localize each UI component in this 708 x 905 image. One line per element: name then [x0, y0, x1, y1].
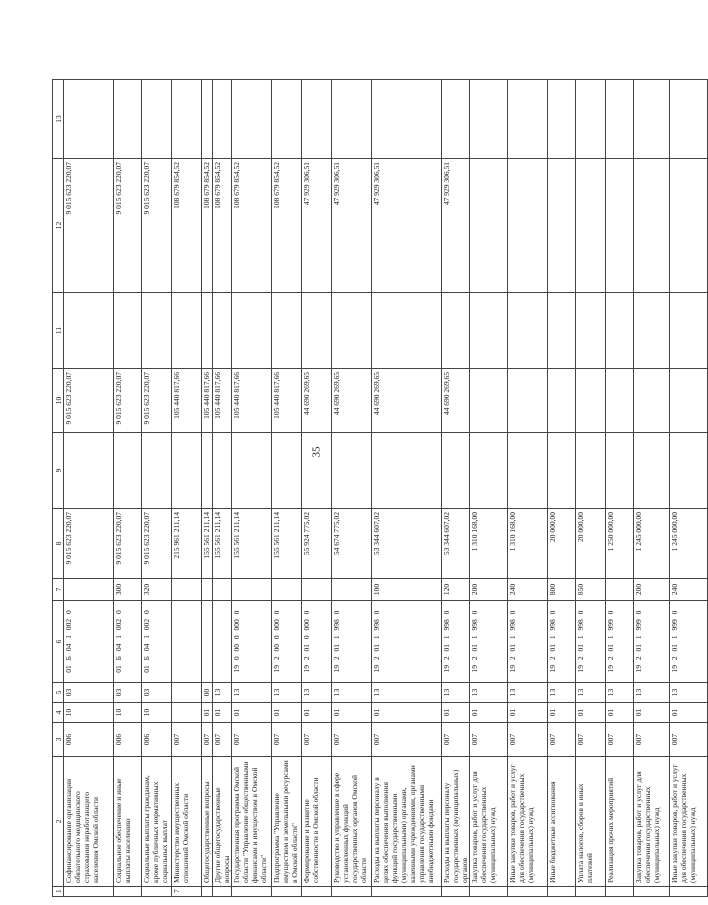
budget-table — [52, 79, 708, 897]
row-number-cell — [442, 887, 470, 897]
row-number-cell — [634, 887, 670, 897]
target-article-cell: 19 2 01 1 998 0 — [576, 601, 606, 683]
section-code-cell: 01 — [372, 703, 442, 723]
row-number-cell — [576, 887, 606, 897]
amount-cell — [232, 80, 272, 159]
amount-cell — [114, 433, 142, 509]
amount-cell — [576, 80, 606, 159]
admin-code-cell: 007 — [548, 723, 576, 757]
expense-kind-cell — [332, 579, 372, 601]
item-name-cell: Уплата налогов, сборов и иных платежей — [576, 757, 606, 887]
item-name-cell: Государственная программа Омской области "Управление общественными финансами и имуществом в Омской области" — [232, 757, 272, 887]
amount-cell: 47 929 306,51 — [302, 159, 332, 293]
admin-code-cell: 007 — [213, 723, 232, 757]
column-number: 4 — [53, 703, 64, 723]
amount-cell — [548, 369, 576, 433]
amount-cell — [272, 433, 302, 509]
table-row — [670, 80, 708, 897]
row-number-cell — [232, 887, 272, 897]
item-name-cell: Закупка товаров, работ и услуг для обеспечения государственных (муниципальных) нужд — [634, 757, 670, 887]
column-number: 9 — [53, 433, 64, 509]
row-number-cell — [548, 887, 576, 897]
amount-cell: 108 679 854,52 — [213, 159, 232, 293]
amount-cell — [576, 293, 606, 369]
column-number: 10 — [53, 369, 64, 433]
amount-cell: 9 015 623 220,07 — [114, 159, 142, 293]
amount-cell — [508, 80, 548, 159]
target-article-cell: 19 2 01 0 000 0 — [302, 601, 332, 683]
item-name-cell: Иные закупки товаров, работ и услуг для обеспечения государственных (муниципальных) нужд — [508, 757, 548, 887]
amount-cell: 105 440 817,66 — [202, 369, 213, 433]
target-article-cell: 19 2 01 1 999 0 — [670, 601, 708, 683]
amount-cell — [64, 293, 114, 369]
amount-cell: 105 440 817,66 — [272, 369, 302, 433]
item-name-cell: Руководство и управление в сфере установленных функций государственных органов Омской области — [332, 757, 372, 887]
amount-cell: 155 561 211,14 — [202, 509, 213, 579]
row-number-cell — [114, 887, 142, 897]
amount-cell: 1 310 168,00 — [470, 509, 508, 579]
amount-cell — [470, 159, 508, 293]
table-row — [172, 80, 202, 897]
amount-cell — [634, 293, 670, 369]
amount-cell: 105 440 817,66 — [172, 369, 202, 433]
subsection-code-cell: 13 — [670, 683, 708, 703]
amount-cell — [576, 159, 606, 293]
amount-cell — [64, 433, 114, 509]
amount-cell — [232, 433, 272, 509]
amount-cell: 55 924 775,02 — [302, 509, 332, 579]
item-name-cell: Формирование и развитие собственности в Омской области — [302, 757, 332, 887]
subsection-code-cell: 13 — [606, 683, 634, 703]
table-row — [232, 80, 272, 897]
table-row — [202, 80, 213, 897]
expense-kind-cell: 320 — [142, 579, 172, 601]
expense-kind-cell: 120 — [442, 579, 470, 601]
section-code-cell: 01 — [670, 703, 708, 723]
target-article-cell: 01 Б 04 1 002 0 — [142, 601, 172, 683]
target-article-cell: 19 0 00 0 000 0 — [232, 601, 272, 683]
amount-cell — [172, 293, 202, 369]
table-row — [508, 80, 548, 897]
amount-cell — [302, 293, 332, 369]
amount-cell: 215 961 211,14 — [172, 509, 202, 579]
subsection-code-cell: 13 — [548, 683, 576, 703]
amount-cell: 105 440 817,66 — [213, 369, 232, 433]
row-number-cell — [670, 887, 708, 897]
amount-cell — [576, 369, 606, 433]
admin-code-cell: 007 — [670, 723, 708, 757]
amount-cell: 20 000,00 — [576, 509, 606, 579]
admin-code-cell: 007 — [272, 723, 302, 757]
target-article-cell — [202, 601, 213, 683]
column-number: 7 — [53, 579, 64, 601]
section-code-cell: 01 — [232, 703, 272, 723]
admin-code-cell: 007 — [302, 723, 332, 757]
row-number-cell — [213, 887, 232, 897]
target-article-cell: 19 2 01 1 998 0 — [470, 601, 508, 683]
admin-code-cell: 007 — [606, 723, 634, 757]
table-row — [470, 80, 508, 897]
admin-code-cell: 007 — [172, 723, 202, 757]
amount-cell — [202, 293, 213, 369]
table-row — [114, 80, 142, 897]
admin-code-cell: 006 — [142, 723, 172, 757]
table-row — [442, 80, 470, 897]
amount-cell — [64, 80, 114, 159]
amount-cell — [372, 80, 442, 159]
expense-kind-cell: 200 — [470, 579, 508, 601]
admin-code-cell: 007 — [202, 723, 213, 757]
amount-cell: 155 561 211,14 — [213, 509, 232, 579]
target-article-cell — [213, 601, 232, 683]
expense-kind-cell — [232, 579, 272, 601]
amount-cell: 54 674 775,02 — [332, 509, 372, 579]
row-number-cell — [606, 887, 634, 897]
amount-cell — [670, 433, 708, 509]
amount-cell — [470, 80, 508, 159]
column-number: 8 — [53, 509, 64, 579]
amount-cell — [332, 80, 372, 159]
column-number: 12 — [53, 159, 64, 293]
expense-kind-cell: 850 — [576, 579, 606, 601]
amount-cell: 155 561 211,14 — [232, 509, 272, 579]
amount-cell — [172, 80, 202, 159]
row-number-cell — [302, 887, 332, 897]
amount-cell — [634, 369, 670, 433]
table-row — [332, 80, 372, 897]
admin-code-cell: 007 — [372, 723, 442, 757]
admin-code-cell: 007 — [470, 723, 508, 757]
amount-cell — [272, 293, 302, 369]
admin-code-cell: 007 — [634, 723, 670, 757]
expense-kind-cell — [172, 579, 202, 601]
admin-code-cell: 007 — [232, 723, 272, 757]
amount-cell — [372, 433, 442, 509]
subsection-code-cell: 13 — [213, 683, 232, 703]
amount-cell: 47 929 306,51 — [442, 159, 470, 293]
row-number-cell — [202, 887, 213, 897]
row-number-cell — [272, 887, 302, 897]
target-article-cell — [172, 601, 202, 683]
table-row — [576, 80, 606, 897]
table-row — [372, 80, 442, 897]
amount-cell: 155 561 211,14 — [272, 509, 302, 579]
subsection-code-cell: 03 — [64, 683, 114, 703]
amount-cell — [606, 369, 634, 433]
item-name-cell: Иные закупки товаров, работ и услуг для обеспечения государственных (муниципальных) нужд — [670, 757, 708, 887]
amount-cell — [213, 80, 232, 159]
section-code-cell: 01 — [634, 703, 670, 723]
table-row — [548, 80, 576, 897]
target-article-cell: 19 2 01 1 998 0 — [442, 601, 470, 683]
column-number: 1 — [53, 887, 64, 897]
amount-cell — [442, 433, 470, 509]
row-number-cell: 7 — [172, 887, 202, 897]
subsection-code-cell: 13 — [634, 683, 670, 703]
item-name-cell: Реализация прочих мероприятий — [606, 757, 634, 887]
section-code-cell: 01 — [213, 703, 232, 723]
row-number-cell — [508, 887, 548, 897]
amount-cell: 53 344 607,02 — [442, 509, 470, 579]
row-number-cell — [142, 887, 172, 897]
amount-cell — [634, 80, 670, 159]
admin-code-cell: 007 — [332, 723, 372, 757]
target-article-cell: 19 2 01 1 999 0 — [634, 601, 670, 683]
section-code-cell: 01 — [302, 703, 332, 723]
subsection-code-cell: 13 — [302, 683, 332, 703]
column-number: 2 — [53, 757, 64, 887]
amount-cell — [213, 293, 232, 369]
amount-cell — [114, 80, 142, 159]
amount-cell — [470, 433, 508, 509]
subsection-code-cell — [172, 683, 202, 703]
item-name-cell: Расходы на выплаты персоналу государственных (муниципальных) органов — [442, 757, 470, 887]
amount-cell — [606, 433, 634, 509]
subsection-code-cell: 00 — [202, 683, 213, 703]
subsection-code-cell: 03 — [114, 683, 142, 703]
amount-cell — [332, 293, 372, 369]
item-name-cell: Софинансирование организации обязательного медицинского страхования неработающего населения Омской области — [64, 757, 114, 887]
amount-cell: 44 690 269,65 — [332, 369, 372, 433]
item-name-cell: Иные бюджетные ассигнования — [548, 757, 576, 887]
admin-code-cell: 007 — [576, 723, 606, 757]
row-number-cell — [64, 887, 114, 897]
amount-cell — [634, 433, 670, 509]
amount-cell: 44 690 269,65 — [302, 369, 332, 433]
target-article-cell: 19 2 01 1 999 0 — [606, 601, 634, 683]
expense-kind-cell: 240 — [508, 579, 548, 601]
column-number: 3 — [53, 723, 64, 757]
expense-kind-cell — [606, 579, 634, 601]
table-row — [272, 80, 302, 897]
item-name-cell: Расходы на выплаты персоналу в целях обеспечения выполнения функций государственными (муниципальными) органами, казенными учреждениями, органами управления государственными внебюджетными фондами — [372, 757, 442, 887]
target-article-cell: 19 2 01 1 998 0 — [508, 601, 548, 683]
amount-cell — [548, 293, 576, 369]
amount-cell: 44 690 269,65 — [442, 369, 470, 433]
amount-cell: 9 015 623 220,07 — [142, 369, 172, 433]
section-code-cell: 10 — [142, 703, 172, 723]
amount-cell — [670, 293, 708, 369]
subsection-code-cell: 13 — [576, 683, 606, 703]
row-number-cell — [332, 887, 372, 897]
amount-cell — [606, 293, 634, 369]
amount-cell — [202, 80, 213, 159]
item-name-cell: Социальные выплаты гражданам, кроме публичных нормативных социальных выплат — [142, 757, 172, 887]
subsection-code-cell: 13 — [508, 683, 548, 703]
amount-cell — [272, 80, 302, 159]
item-name-cell: Закупка товаров, работ и услуг для обеспечения государственных (муниципальных) нужд — [470, 757, 508, 887]
admin-code-cell: 007 — [442, 723, 470, 757]
item-name-cell: Социальное обеспечение и иные выплаты населению — [114, 757, 142, 887]
table-rotated-wrapper — [52, 80, 697, 897]
amount-cell: 20 000,00 — [548, 509, 576, 579]
subsection-code-cell: 13 — [232, 683, 272, 703]
amount-cell — [332, 433, 372, 509]
amount-cell — [548, 159, 576, 293]
target-article-cell: 01 Б 04 1 002 0 — [64, 601, 114, 683]
expense-kind-cell: 800 — [548, 579, 576, 601]
column-number: 6 — [53, 601, 64, 683]
subsection-code-cell: 03 — [142, 683, 172, 703]
admin-code-cell: 006 — [64, 723, 114, 757]
column-number: 11 — [53, 293, 64, 369]
amount-cell — [606, 80, 634, 159]
section-code-cell: 01 — [576, 703, 606, 723]
expense-kind-cell — [64, 579, 114, 601]
expense-kind-cell: 100 — [372, 579, 442, 601]
target-article-cell: 19 2 01 1 998 0 — [548, 601, 576, 683]
section-code-cell: 01 — [442, 703, 470, 723]
amount-cell — [634, 159, 670, 293]
amount-cell: 9 015 623 220,07 — [64, 369, 114, 433]
section-code-cell: 01 — [272, 703, 302, 723]
amount-cell — [576, 433, 606, 509]
section-code-cell: 10 — [64, 703, 114, 723]
item-name-cell: Министерство имущественных отношений Омской области — [172, 757, 202, 887]
section-code-cell: 10 — [114, 703, 142, 723]
expense-kind-cell — [272, 579, 302, 601]
amount-cell — [548, 80, 576, 159]
admin-code-cell: 007 — [508, 723, 548, 757]
amount-cell — [606, 159, 634, 293]
amount-cell: 1 245 000,00 — [634, 509, 670, 579]
amount-cell: 108 679 854,52 — [232, 159, 272, 293]
column-number: 5 — [53, 683, 64, 703]
amount-cell — [670, 80, 708, 159]
table-row — [606, 80, 634, 897]
amount-cell — [670, 159, 708, 293]
section-code-cell: 01 — [548, 703, 576, 723]
amount-cell: 9 015 623 220,07 — [64, 509, 114, 579]
page-number: 35 — [310, 446, 323, 458]
item-name-cell: Общегосударственные вопросы — [202, 757, 213, 887]
amount-cell: 108 679 854,52 — [202, 159, 213, 293]
amount-cell — [302, 80, 332, 159]
amount-cell — [508, 433, 548, 509]
amount-cell — [548, 433, 576, 509]
amount-cell: 9 015 623 220,07 — [114, 509, 142, 579]
amount-cell — [172, 433, 202, 509]
target-article-cell: 19 2 01 1 998 0 — [332, 601, 372, 683]
amount-cell: 1 310 168,00 — [508, 509, 548, 579]
row-number-cell — [372, 887, 442, 897]
row-number-cell — [470, 887, 508, 897]
table-row — [64, 80, 114, 897]
amount-cell — [142, 293, 172, 369]
section-code-cell: 01 — [202, 703, 213, 723]
amount-cell — [302, 433, 332, 509]
amount-cell — [470, 369, 508, 433]
amount-cell: 108 679 854,52 — [172, 159, 202, 293]
amount-cell: 9 015 623 220,07 — [64, 159, 114, 293]
section-code-cell: 01 — [508, 703, 548, 723]
amount-cell — [114, 293, 142, 369]
expense-kind-cell: 200 — [634, 579, 670, 601]
amount-cell: 9 015 623 220,07 — [142, 509, 172, 579]
table-row — [302, 80, 332, 897]
subsection-code-cell: 13 — [372, 683, 442, 703]
amount-cell — [142, 80, 172, 159]
amount-cell — [442, 293, 470, 369]
table-row — [142, 80, 172, 897]
subsection-code-cell: 13 — [272, 683, 302, 703]
subsection-code-cell: 13 — [470, 683, 508, 703]
section-code-cell — [172, 703, 202, 723]
column-number: 13 — [53, 80, 64, 159]
amount-cell — [508, 159, 548, 293]
amount-cell: 47 929 306,51 — [372, 159, 442, 293]
section-code-cell: 01 — [470, 703, 508, 723]
target-article-cell: 01 Б 04 1 002 0 — [114, 601, 142, 683]
expense-kind-cell — [302, 579, 332, 601]
table-row — [634, 80, 670, 897]
amount-cell — [470, 293, 508, 369]
amount-cell: 44 690 269,65 — [372, 369, 442, 433]
amount-cell — [372, 293, 442, 369]
amount-cell: 53 344 607,02 — [372, 509, 442, 579]
item-name-cell: Другие общегосударственные вопросы — [213, 757, 232, 887]
amount-cell — [670, 369, 708, 433]
amount-cell: 108 679 854,52 — [272, 159, 302, 293]
amount-cell — [142, 433, 172, 509]
subsection-code-cell: 13 — [442, 683, 470, 703]
amount-cell — [202, 433, 213, 509]
column-number-row — [53, 80, 64, 897]
item-name-cell: Подпрограмма "Управление имуществом и земельными ресурсами в Омской области" — [272, 757, 302, 887]
amount-cell — [213, 433, 232, 509]
amount-cell — [442, 80, 470, 159]
amount-cell: 9 015 623 220,07 — [114, 369, 142, 433]
table-row — [213, 80, 232, 897]
expense-kind-cell: 300 — [114, 579, 142, 601]
section-code-cell: 01 — [332, 703, 372, 723]
target-article-cell: 19 2 01 1 998 0 — [372, 601, 442, 683]
expense-kind-cell — [213, 579, 232, 601]
target-article-cell: 19 2 00 0 000 0 — [272, 601, 302, 683]
amount-cell — [232, 293, 272, 369]
amount-cell: 9 015 623 220,07 — [142, 159, 172, 293]
subsection-code-cell: 13 — [332, 683, 372, 703]
amount-cell — [508, 369, 548, 433]
amount-cell — [508, 293, 548, 369]
expense-kind-cell: 240 — [670, 579, 708, 601]
admin-code-cell: 006 — [114, 723, 142, 757]
section-code-cell: 01 — [606, 703, 634, 723]
amount-cell: 105 440 817,66 — [232, 369, 272, 433]
amount-cell: 1 250 000,00 — [606, 509, 634, 579]
amount-cell: 47 929 306,51 — [332, 159, 372, 293]
amount-cell: 1 245 000,00 — [670, 509, 708, 579]
expense-kind-cell — [202, 579, 213, 601]
